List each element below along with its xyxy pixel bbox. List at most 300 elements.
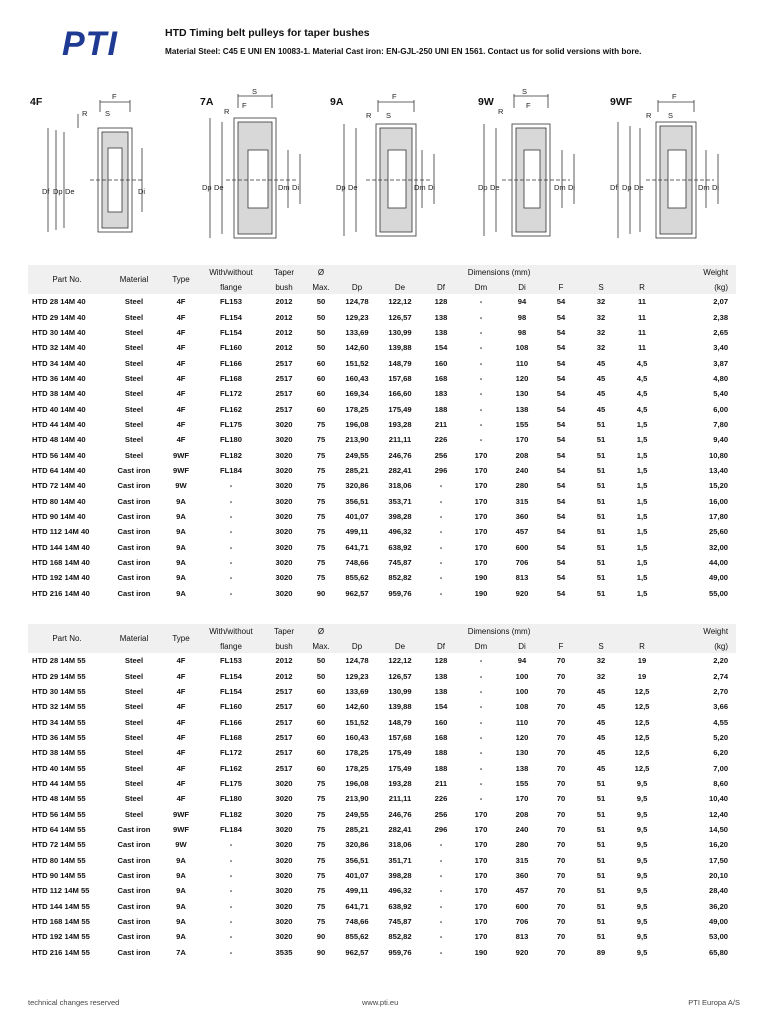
cell-part-no: HTD 64 14M 40 xyxy=(32,465,86,475)
cell-f: 70 xyxy=(556,932,566,942)
table-row xyxy=(28,294,736,309)
cell-weight: 36,20 xyxy=(709,901,729,911)
cell-di: 108 xyxy=(515,702,529,712)
cell-weight: 3,66 xyxy=(713,702,729,712)
cell-type: 4F xyxy=(176,327,186,337)
col-s: S xyxy=(580,639,622,653)
cell-taper-bush: 3020 xyxy=(275,419,293,429)
svg-text:R: R xyxy=(224,107,230,116)
cell-f: 54 xyxy=(556,404,566,414)
cell-de: 193,28 xyxy=(388,778,412,788)
cell-flange: FL162 xyxy=(220,763,242,773)
cell-material: Steel xyxy=(124,671,144,681)
cell-di: 170 xyxy=(515,794,529,804)
svg-text:Dp: Dp xyxy=(336,183,346,192)
svg-text:S: S xyxy=(252,88,258,96)
cell-flange: FL162 xyxy=(220,404,242,414)
cell-de: 398,28 xyxy=(388,511,412,521)
table-row xyxy=(28,899,736,914)
cell-df: 256 xyxy=(434,809,448,819)
svg-text:De: De xyxy=(490,183,500,192)
cell-r: 1,5 xyxy=(636,450,648,460)
cell-flange: FL168 xyxy=(220,732,242,742)
svg-text:Di: Di xyxy=(712,183,720,192)
svg-text:Dp: Dp xyxy=(622,183,632,192)
cell-df: 211 xyxy=(434,778,448,788)
cell-max-bore: 75 xyxy=(316,496,326,506)
cell-r: 4,5 xyxy=(636,373,648,383)
cell-flange: FL168 xyxy=(220,373,242,383)
cell-material: Steel xyxy=(124,297,144,307)
cell-dm: - xyxy=(479,702,483,712)
cell-de: 318,06 xyxy=(388,840,412,850)
cell-df: - xyxy=(439,947,443,957)
cell-f: 70 xyxy=(556,840,566,850)
cell-s: 32 xyxy=(596,297,606,307)
cell-s: 51 xyxy=(596,809,606,819)
cell-f: 70 xyxy=(556,748,566,758)
cell-dp: 151,52 xyxy=(345,717,369,727)
cell-de: 638,92 xyxy=(388,542,412,552)
cell-type: 9A xyxy=(176,542,186,552)
cell-max-bore: 50 xyxy=(316,312,326,322)
cell-taper-bush: 2517 xyxy=(275,702,293,712)
cell-de: 148,79 xyxy=(388,717,412,727)
cell-dp: 962,57 xyxy=(345,947,369,957)
cell-weight: 17,80 xyxy=(709,511,729,521)
cell-taper-bush: 2517 xyxy=(275,358,293,368)
cell-weight: 3,40 xyxy=(713,343,729,353)
cell-weight: 13,40 xyxy=(709,465,729,475)
cell-f: 70 xyxy=(556,886,566,896)
cell-dp: 133,69 xyxy=(345,327,369,337)
diagram-7a xyxy=(200,88,320,248)
cell-weight: 8,60 xyxy=(713,778,729,788)
cell-dm: - xyxy=(479,656,483,666)
svg-text:Dm: Dm xyxy=(698,183,710,192)
cell-taper-bush: 2517 xyxy=(275,717,293,727)
cell-taper-bush: 2517 xyxy=(275,763,293,773)
cell-max-bore: 75 xyxy=(316,573,326,583)
cell-taper-bush: 3020 xyxy=(275,542,293,552)
table-row xyxy=(28,776,736,791)
table-row xyxy=(28,509,736,524)
svg-text:R: R xyxy=(82,109,88,118)
cell-dm: - xyxy=(479,373,483,383)
cell-dp: 213,90 xyxy=(345,794,369,804)
cell-part-no: HTD 32 14M 55 xyxy=(32,702,86,712)
cell-f: 54 xyxy=(556,358,566,368)
cell-dp: 196,08 xyxy=(345,778,369,788)
col-f: F xyxy=(542,639,580,653)
pti-logo-text: PTI xyxy=(62,26,118,60)
cell-flange: - xyxy=(229,542,233,552)
cell-df: 160 xyxy=(434,358,448,368)
cell-di: 155 xyxy=(515,419,529,429)
cell-part-no: HTD 168 14M 40 xyxy=(32,558,90,568)
cell-f: 70 xyxy=(556,717,566,727)
cell-weight: 10,80 xyxy=(709,450,729,460)
cell-di: 120 xyxy=(515,732,529,742)
cell-flange: - xyxy=(229,901,233,911)
cell-part-no: HTD 56 14M 55 xyxy=(32,809,86,819)
cell-weight: 49,00 xyxy=(709,917,729,927)
cell-flange: FL154 xyxy=(220,327,242,337)
cell-part-no: HTD 72 14M 55 xyxy=(32,840,86,850)
cell-max-bore: 50 xyxy=(316,297,326,307)
cell-dm: 170 xyxy=(474,542,488,552)
cell-part-no: HTD 29 14M 55 xyxy=(32,671,86,681)
cell-s: 51 xyxy=(596,870,606,880)
col-with-without: With/without xyxy=(200,624,262,639)
cell-max-bore: 75 xyxy=(316,558,326,568)
cell-s: 51 xyxy=(596,465,606,475)
cell-dm: 170 xyxy=(474,932,488,942)
pulley-table-14m40 xyxy=(28,265,736,601)
cell-di: 240 xyxy=(515,824,529,834)
cell-s: 51 xyxy=(596,778,606,788)
col-max: Max. xyxy=(306,280,336,294)
cell-max-bore: 60 xyxy=(316,404,326,414)
cell-weight: 5,20 xyxy=(713,732,729,742)
cell-taper-bush: 3020 xyxy=(275,824,293,834)
cell-material: Steel xyxy=(124,419,144,429)
cell-f: 70 xyxy=(556,824,566,834)
cell-max-bore: 75 xyxy=(316,450,326,460)
cell-dp: 320,86 xyxy=(345,840,369,850)
cell-flange: FL154 xyxy=(220,686,242,696)
cell-weight: 4,80 xyxy=(713,373,729,383)
cell-df: - xyxy=(439,870,443,880)
cell-f: 70 xyxy=(556,870,566,880)
col-material: Material xyxy=(106,624,162,653)
cell-r: 1,5 xyxy=(636,527,648,537)
cell-di: 108 xyxy=(515,343,529,353)
cell-max-bore: 75 xyxy=(316,419,326,429)
cell-weight: 9,40 xyxy=(713,435,729,445)
page-title: HTD Timing belt pulleys for taper bushes xyxy=(165,27,370,39)
cell-material: Cast iron xyxy=(117,932,151,942)
table-header xyxy=(28,624,736,653)
cell-di: 208 xyxy=(515,450,529,460)
cell-df: 211 xyxy=(434,419,448,429)
col-f: F xyxy=(542,280,580,294)
table-row xyxy=(28,463,736,478)
cell-di: 280 xyxy=(515,840,529,850)
cell-flange: - xyxy=(229,481,233,491)
cell-flange: FL184 xyxy=(220,824,242,834)
cell-de: 745,87 xyxy=(388,917,412,927)
cell-dp: 178,25 xyxy=(345,404,369,414)
cell-s: 45 xyxy=(596,686,606,696)
cell-dm: - xyxy=(479,794,483,804)
cell-f: 70 xyxy=(556,809,566,819)
cell-df: - xyxy=(439,901,443,911)
cell-di: 315 xyxy=(515,496,529,506)
cell-f: 70 xyxy=(556,671,566,681)
cell-flange: - xyxy=(229,496,233,506)
cell-r: 1,5 xyxy=(636,511,648,521)
cell-de: 745,87 xyxy=(388,558,412,568)
cell-dm: 170 xyxy=(474,809,488,819)
cell-part-no: HTD 216 14M 40 xyxy=(32,588,90,598)
cell-de: 175,49 xyxy=(388,763,412,773)
cell-dm: 170 xyxy=(474,886,488,896)
cell-max-bore: 75 xyxy=(316,824,326,834)
cell-material: Steel xyxy=(124,763,144,773)
cell-weight: 15,20 xyxy=(709,481,729,491)
cell-max-bore: 75 xyxy=(316,511,326,521)
cell-r: 19 xyxy=(637,656,647,666)
table-body xyxy=(28,294,736,601)
cell-dp: 213,90 xyxy=(345,435,369,445)
col-bush: bush xyxy=(262,639,306,653)
cell-f: 70 xyxy=(556,763,566,773)
table-row xyxy=(28,945,736,960)
cell-df: - xyxy=(439,886,443,896)
cell-de: 126,57 xyxy=(388,671,412,681)
cell-dp: 249,55 xyxy=(345,450,369,460)
cell-de: 959,76 xyxy=(388,588,412,598)
cell-df: 154 xyxy=(434,702,448,712)
cell-df: 138 xyxy=(434,686,448,696)
cell-part-no: HTD 48 14M 55 xyxy=(32,794,86,804)
cell-dp: 499,11 xyxy=(345,527,369,537)
cell-df: 256 xyxy=(434,450,448,460)
cell-r: 1,5 xyxy=(636,481,648,491)
cell-di: 360 xyxy=(515,511,529,521)
cell-di: 138 xyxy=(515,404,529,414)
cell-taper-bush: 3020 xyxy=(275,840,293,850)
cell-type: 9A xyxy=(176,855,186,865)
cell-taper-bush: 3020 xyxy=(275,886,293,896)
cell-r: 11 xyxy=(638,297,647,307)
cell-dm: - xyxy=(479,297,483,307)
cell-dp: 196,08 xyxy=(345,419,369,429)
cell-s: 51 xyxy=(596,558,606,568)
cell-flange: - xyxy=(229,917,233,927)
cell-flange: FL160 xyxy=(220,343,242,353)
cell-dp: 249,55 xyxy=(345,809,369,819)
cell-di: 155 xyxy=(515,778,529,788)
cell-s: 45 xyxy=(596,717,606,727)
cell-material: Steel xyxy=(124,435,144,445)
cell-df: 296 xyxy=(434,465,448,475)
col-weight: Weight xyxy=(662,624,736,639)
col-material: Material xyxy=(106,265,162,294)
cell-type: 9A xyxy=(176,901,186,911)
cell-de: 175,49 xyxy=(388,404,412,414)
cell-type: 9A xyxy=(176,527,186,537)
cell-part-no: HTD 216 14M 55 xyxy=(32,947,90,957)
cell-f: 70 xyxy=(556,732,566,742)
cell-part-no: HTD 144 14M 55 xyxy=(32,901,90,911)
cell-s: 45 xyxy=(596,404,606,414)
cell-flange: - xyxy=(229,573,233,583)
cell-df: 138 xyxy=(434,327,448,337)
cell-part-no: HTD 40 14M 40 xyxy=(32,404,86,414)
cell-de: 852,82 xyxy=(388,573,412,583)
pulley-diagrams xyxy=(30,88,750,248)
svg-text:Di: Di xyxy=(138,187,146,196)
svg-text:F: F xyxy=(526,101,531,110)
cell-dp: 129,23 xyxy=(345,312,369,322)
cell-di: 208 xyxy=(515,809,529,819)
svg-text:Di: Di xyxy=(292,183,300,192)
cell-dp: 124,78 xyxy=(345,297,369,307)
diagram-label: 7A xyxy=(200,96,214,108)
cell-type: 9A xyxy=(176,932,186,942)
cell-di: 98 xyxy=(517,327,527,337)
cell-de: 318,06 xyxy=(388,481,412,491)
pulley-7a-drawing xyxy=(200,88,330,248)
cell-type: 4F xyxy=(176,389,186,399)
cell-part-no: HTD 72 14M 40 xyxy=(32,481,86,491)
cell-df: - xyxy=(439,932,443,942)
cell-flange: - xyxy=(229,870,233,880)
table-row xyxy=(28,355,736,370)
cell-df: 128 xyxy=(434,297,448,307)
col-dimensions: Dimensions (mm) xyxy=(336,624,662,639)
cell-flange: FL182 xyxy=(220,809,242,819)
cell-dp: 142,60 xyxy=(345,343,369,353)
cell-flange: FL180 xyxy=(220,794,242,804)
cell-s: 45 xyxy=(596,763,606,773)
cell-de: 157,68 xyxy=(388,732,412,742)
cell-taper-bush: 2517 xyxy=(275,686,293,696)
cell-weight: 7,80 xyxy=(713,419,729,429)
col-part-no: Part No. xyxy=(28,624,106,653)
cell-type: 7A xyxy=(176,947,186,957)
table-row xyxy=(28,914,736,929)
cell-weight: 5,40 xyxy=(713,389,729,399)
cell-part-no: HTD 192 14M 55 xyxy=(32,932,90,942)
cell-f: 54 xyxy=(556,435,566,445)
cell-material: Cast iron xyxy=(117,886,151,896)
cell-dm: 170 xyxy=(474,465,488,475)
svg-text:R: R xyxy=(498,107,504,116)
cell-taper-bush: 3020 xyxy=(275,481,293,491)
cell-weight: 4,55 xyxy=(713,717,729,727)
cell-r: 9,5 xyxy=(636,932,648,942)
cell-dp: 142,60 xyxy=(345,702,369,712)
cell-r: 9,5 xyxy=(636,947,648,957)
cell-weight: 65,80 xyxy=(709,947,729,957)
svg-text:Di: Di xyxy=(568,183,576,192)
cell-di: 120 xyxy=(515,373,529,383)
cell-df: - xyxy=(439,840,443,850)
cell-weight: 17,50 xyxy=(709,855,729,865)
cell-s: 51 xyxy=(596,932,606,942)
cell-taper-bush: 3020 xyxy=(275,855,293,865)
cell-weight: 14,50 xyxy=(709,824,729,834)
cell-material: Cast iron xyxy=(117,855,151,865)
cell-f: 54 xyxy=(556,588,566,598)
diagram-4f xyxy=(30,88,150,248)
cell-type: 4F xyxy=(176,404,186,414)
cell-type: 9A xyxy=(176,917,186,927)
cell-material: Steel xyxy=(124,373,144,383)
cell-r: 1,5 xyxy=(636,419,648,429)
cell-s: 51 xyxy=(596,496,606,506)
cell-material: Steel xyxy=(124,702,144,712)
cell-df: - xyxy=(439,558,443,568)
svg-text:Dm: Dm xyxy=(414,183,426,192)
cell-df: 168 xyxy=(434,732,448,742)
cell-s: 51 xyxy=(596,450,606,460)
table-row xyxy=(28,386,736,401)
cell-di: 130 xyxy=(515,748,529,758)
cell-dm: - xyxy=(479,732,483,742)
cell-flange: - xyxy=(229,886,233,896)
cell-dm: 170 xyxy=(474,901,488,911)
cell-dm: 190 xyxy=(474,947,488,957)
table-row xyxy=(28,325,736,340)
cell-material: Cast iron xyxy=(117,870,151,880)
cell-dm: 170 xyxy=(474,870,488,880)
col-df: Df xyxy=(422,639,460,653)
cell-dm: 170 xyxy=(474,917,488,927)
cell-f: 54 xyxy=(556,343,566,353)
cell-r: 9,5 xyxy=(636,901,648,911)
cell-dp: 356,51 xyxy=(345,496,369,506)
cell-r: 12,5 xyxy=(634,748,650,758)
cell-di: 130 xyxy=(515,389,529,399)
cell-r: 9,5 xyxy=(636,886,648,896)
cell-type: 4F xyxy=(176,419,186,429)
cell-dp: 499,11 xyxy=(345,886,369,896)
cell-part-no: HTD 112 14M 55 xyxy=(32,886,90,896)
col-dm: Dm xyxy=(460,639,502,653)
cell-dp: 133,69 xyxy=(345,686,369,696)
cell-dm: 190 xyxy=(474,588,488,598)
cell-dm: 170 xyxy=(474,855,488,865)
cell-di: 110 xyxy=(515,358,529,368)
cell-max-bore: 90 xyxy=(316,932,326,942)
col-df: Df xyxy=(422,280,460,294)
svg-text:F: F xyxy=(672,92,677,101)
cell-s: 32 xyxy=(596,671,606,681)
col-type: Type xyxy=(162,624,200,653)
cell-type: 9A xyxy=(176,496,186,506)
cell-dp: 160,43 xyxy=(345,373,369,383)
cell-dp: 178,25 xyxy=(345,748,369,758)
cell-part-no: HTD 44 14M 55 xyxy=(32,778,86,788)
cell-material: Cast iron xyxy=(117,573,151,583)
cell-max-bore: 75 xyxy=(316,870,326,880)
cell-di: 457 xyxy=(515,527,529,537)
cell-type: 4F xyxy=(176,686,186,696)
cell-max-bore: 60 xyxy=(316,389,326,399)
cell-s: 32 xyxy=(596,656,606,666)
cell-r: 11 xyxy=(638,312,647,322)
cell-f: 54 xyxy=(556,327,566,337)
cell-part-no: HTD 90 14M 40 xyxy=(32,511,86,521)
col-di: Di xyxy=(502,639,542,653)
cell-flange: - xyxy=(229,588,233,598)
col-flange: flange xyxy=(200,280,262,294)
svg-text:Dp: Dp xyxy=(202,183,212,192)
cell-de: 166,60 xyxy=(388,389,412,399)
cell-material: Steel xyxy=(124,748,144,758)
cell-material: Cast iron xyxy=(117,917,151,927)
cell-material: Steel xyxy=(124,450,144,460)
col-phi: Ø xyxy=(306,624,336,639)
cell-part-no: HTD 30 14M 55 xyxy=(32,686,86,696)
cell-di: 240 xyxy=(515,465,529,475)
cell-f: 54 xyxy=(556,297,566,307)
diagram-label: 9WF xyxy=(610,96,633,108)
